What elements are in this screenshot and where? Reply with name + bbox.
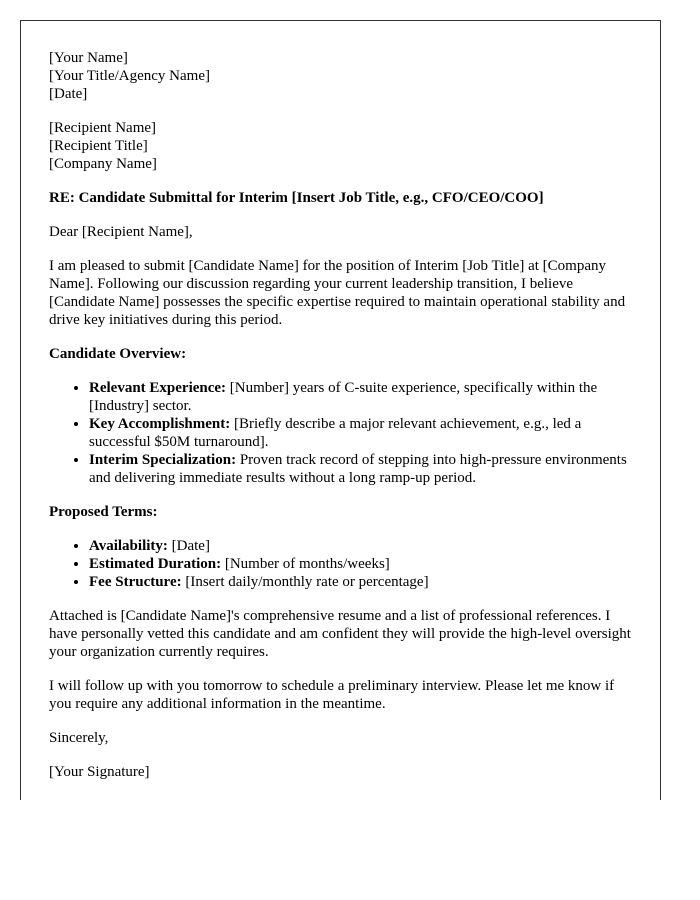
item-label: Estimated Duration: <box>89 556 222 572</box>
closing: Sincerely, <box>49 730 109 746</box>
sender-name: [Your Name] <box>49 50 128 66</box>
letter-date: [Date] <box>49 86 88 102</box>
item-text: [Number of months/weeks] <box>221 556 390 572</box>
intro-paragraph: I am pleased to submit [Candidate Name] for the position of Interim [Job Title] at [Company Name]. Following our discussion regarding your current leadership transition, I believe [Candidate Name] possesses the specific expertise required to maintain operational stability and drive key initiatives during this period. <box>49 258 626 328</box>
item-text: [Insert daily/monthly rate or percentage] <box>181 574 429 590</box>
recipient-name: [Recipient Name] <box>49 120 157 136</box>
terms-list <box>49 537 639 591</box>
item-label: Fee Structure: <box>89 574 182 590</box>
list-item <box>89 573 639 591</box>
sender-title: [Your Title/Agency Name] <box>49 68 210 84</box>
item-label: Availability: <box>89 538 168 554</box>
list-item <box>89 451 639 487</box>
overview-heading: Candidate Overview: <box>49 346 187 362</box>
sender-block <box>49 49 639 103</box>
item-text: [Number] years of C-suite experience, specifically within the [Industry] sector. <box>89 380 598 414</box>
signature: [Your Signature] <box>49 764 150 780</box>
letter-page <box>20 20 661 800</box>
letter-body <box>49 49 639 797</box>
terms-heading: Proposed Terms: <box>49 504 158 520</box>
item-text: [Briefly describe a major relevant achievement, e.g., led a successful $50M turnaround]. <box>89 416 582 450</box>
item-label: Relevant Experience: <box>89 380 227 396</box>
overview-list <box>49 379 639 487</box>
list-item <box>89 555 639 573</box>
item-label: Key Accomplishment: <box>89 416 231 432</box>
item-text: Proven track record of stepping into high-pressure environments and delivering immediate results without a long ramp-up period. <box>89 452 627 486</box>
recipient-title: [Recipient Title] <box>49 138 148 154</box>
list-item <box>89 379 639 415</box>
subject-line: RE: Candidate Submittal for Interim [Insert Job Title, e.g., CFO/CEO/COO] <box>49 190 544 206</box>
recipient-block <box>49 119 639 173</box>
list-item <box>89 415 639 451</box>
followup-paragraph: I will follow up with you tomorrow to schedule a preliminary interview. Please let me know if you require any additional information in the meantime. <box>49 678 615 712</box>
item-label: Interim Specialization: <box>89 452 237 468</box>
recipient-company: [Company Name] <box>49 156 157 172</box>
attachment-paragraph: Attached is [Candidate Name]'s comprehensive resume and a list of professional references. I have personally vetted this candidate and am confident they will provide the high-level oversight your organization currently requires. <box>49 608 631 660</box>
salutation: Dear [Recipient Name], <box>49 224 193 240</box>
list-item <box>89 537 639 555</box>
item-text: [Date] <box>167 538 210 554</box>
